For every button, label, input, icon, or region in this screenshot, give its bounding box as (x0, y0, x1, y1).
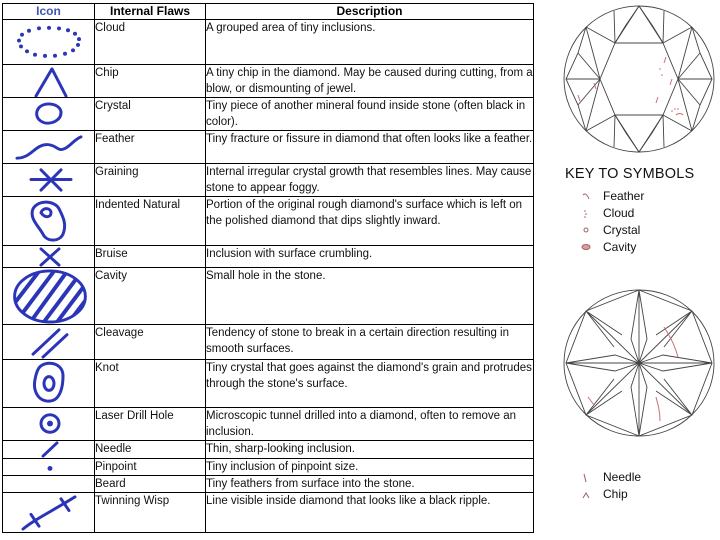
laser-drill-hole-icon (3, 408, 95, 441)
flaw-name: Twinning Wisp (95, 493, 206, 533)
flaw-description: A grouped area of tiny inclusions. (206, 20, 534, 65)
crown-diamond-diagram (560, 3, 718, 155)
flaw-description: Tiny crystal that goes against the diamond's grain and protrudes through the stone's surface. (206, 360, 534, 408)
cavity-symbol-icon (580, 242, 592, 254)
flaw-description: Tendency of stone to break in a certain direction resulting in smooth surfaces. (206, 325, 534, 360)
flaw-name: Cloud (95, 20, 206, 65)
flaw-description: Tiny piece of another mineral found inside stone (often black in color). (206, 98, 534, 131)
flaw-description: Small hole in the stone. (206, 268, 534, 325)
description-column-header: Description (206, 4, 534, 20)
cloud-dots-icon (3, 20, 95, 65)
cavity-icon (3, 268, 95, 325)
flaw-name: Needle (95, 441, 206, 459)
flaw-name: Cleavage (95, 325, 206, 360)
needle-symbol-icon (580, 472, 592, 484)
flaw-name: Cavity (95, 268, 206, 325)
flaw-description: Portion of the original rough diamond's surface which is left on the polished diamond that dips slightly inward. (206, 197, 534, 246)
table-row (3, 408, 534, 441)
table-row (3, 459, 534, 476)
icon-column-header: Icon (3, 4, 95, 20)
indented-natural-icon (3, 197, 95, 246)
cloud-symbol-icon (580, 208, 592, 220)
chip-symbol-icon (580, 489, 592, 501)
table-row (3, 268, 534, 325)
graining-icon (3, 164, 95, 197)
table-row (3, 65, 534, 98)
key-title: KEY TO SYMBOLS (565, 166, 695, 182)
flaw-name: Indented Natural (95, 197, 206, 246)
flaw-description: Thin, sharp-looking inclusion. (206, 441, 534, 459)
table-header-row (3, 4, 534, 20)
table-row (3, 441, 534, 459)
flaw-description: Tiny inclusion of pinpoint size. (206, 459, 534, 476)
flaw-name: Laser Drill Hole (95, 408, 206, 441)
flaw-name: Feather (95, 131, 206, 164)
flaw-description: Inclusion with surface crumbling. (206, 246, 534, 268)
table-row (3, 164, 534, 197)
key-item-label: Crystal (603, 223, 641, 237)
pinpoint-icon (3, 459, 95, 476)
flaw-name: Crystal (95, 98, 206, 131)
flaw-name: Bruise (95, 246, 206, 268)
flaw-description: Microscopic tunnel drilled into a diamond, often to remove an inclusion. (206, 408, 534, 441)
knot-icon (3, 360, 95, 408)
flaw-name: Graining (95, 164, 206, 197)
chip-icon (3, 65, 95, 98)
flaw-name: Pinpoint (95, 459, 206, 476)
crystal-icon (3, 98, 95, 131)
flaw-column-header: Internal Flaws (95, 4, 206, 20)
flaw-description: A tiny chip in the diamond. May be caused during cutting, from a blow, or dismounting of jewel. (206, 65, 534, 98)
table-row (3, 20, 534, 65)
cleavage-icon (3, 325, 95, 360)
needle-icon (3, 441, 95, 459)
beard-icon (3, 476, 95, 493)
twinning-wisp-icon (3, 493, 95, 533)
table-row (3, 246, 534, 268)
flaw-name: Knot (95, 360, 206, 408)
diamond-plot-panel (560, 0, 720, 540)
flaw-description: Line visible inside diamond that looks like a black ripple. (206, 493, 534, 533)
flaw-name: Beard (95, 476, 206, 493)
flaws-table (2, 3, 534, 533)
table-row (3, 197, 534, 246)
feather-symbol-icon (580, 191, 592, 203)
table-row (3, 325, 534, 360)
table-row (3, 360, 534, 408)
flaw-description: Tiny fracture or fissure in diamond that often looks like a feather. (206, 131, 534, 164)
key-item-label: Cloud (603, 206, 635, 220)
key-item-label: Needle (603, 470, 642, 484)
flaw-name: Chip (95, 65, 206, 98)
feather-icon (3, 131, 95, 164)
flaw-description: Internal irregular crystal growth that resembles lines. May cause stone to appear foggy. (206, 164, 534, 197)
bruise-icon (3, 246, 95, 268)
key-item-label: Chip (603, 487, 628, 501)
key-item-label: Feather (603, 189, 645, 203)
crystal-symbol-icon (580, 225, 592, 237)
table-row (3, 98, 534, 131)
key-item-label: Cavity (603, 240, 637, 254)
table-row (3, 131, 534, 164)
table-row (3, 493, 534, 533)
pavilion-diamond-diagram (560, 287, 718, 439)
table-row (3, 476, 534, 493)
flaw-description: Tiny feathers from surface into the stone. (206, 476, 534, 493)
